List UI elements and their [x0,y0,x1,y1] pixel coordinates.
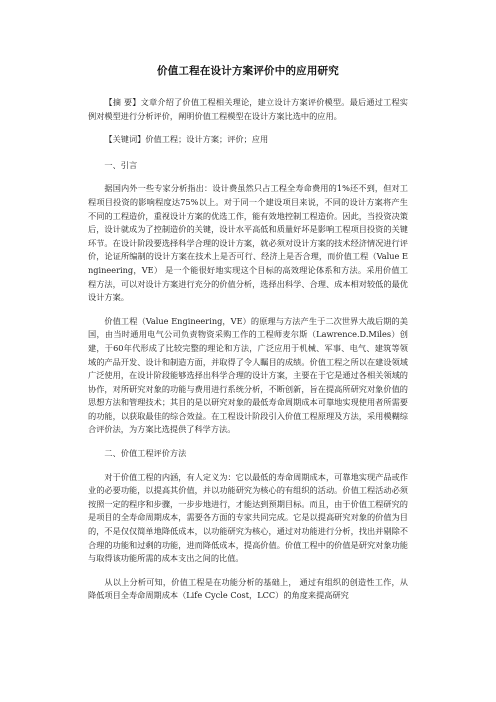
abstract-paragraph: 【摘 要】文章介绍了价值工程相关理论，建立设计方案评价模型。最后通过工程实例对模型进行分析评价，阐明价值工程模型在设计方案比选中的应用。 [88,97,408,121]
keywords-paragraph: 【关键词】价值工程；设计方案；评价；应用 [104,134,269,145]
body-paragraph: 从以上分析可知，价值工程是在功能分析的基础上， 通过有组织的创造性工作，从降低项目全寿命周期成本（Life Cycle Cost，LCC）的角度来提高研究 [88,576,408,601]
body-paragraph: 对于价值工程的内涵，有人定义为：它以最低的寿命周期成本，可靠地实现产品或作业的必要功能，以提高其价值，并以功能研究为核心的有组织的活动。价值工程活动必须按照一定的程序和步骤，一步步地进行，才能达到预期目标。而且，由于价值工程研究的是项目的全寿命周期成本，需要各方面的专家共同完成。它是以提高研究对象的价值为目的，不是仅仅简单地降低成本，以功能研究为核心，通过对功能进行分析，找出并剔除不合理的功能和过剩的功能，进而降低成本，提高价值。价值工程中的价值是研究对象功能与取得该功能所需的成本支出之间的比值。 [88,471,408,564]
section-heading-introduction: 一、引言 [104,159,138,170]
paragraph-spacer [88,566,408,576]
body-paragraph: 据国内外一些专家分析指出：设计费虽然只占工程全寿命费用的1%还不到，但对工程项目投资的影响程度达75%以上。对于同一个建设项目来说，不同的设计方案将产生不同的工程造价，重视设计方案的优选工作，能有效地控制工程造价。因此，当投资决策后，设计就成为了控制造价的关键，设计水平高低和质量好坏是影响工程项目投资的关键环节。在设计阶段要选择科学合理的设计方案，就必须对设计方案的技术经济情况进行评价，论证所编制的设计方案在技术上是否可行、经济上是否合理，而价值工程（Value Engineering，VE） 是一个能很好地实现这个目标的高效理论体系和方法。采用价值工程方法，可以对设计方案进行充分的价值分析，选择出科学、合理、成本相对较低的最优设计方案。 [88,183,408,303]
document-title: 价值工程在设计方案评价中的应用研究 [157,65,339,77]
paragraph-spacer [88,305,408,315]
section-heading-methods: 二、价值工程评价方法 [104,448,187,459]
body-paragraph: 价值工程（Value Engineering，VE）的原理与方法产生于二次世界大战后期的美国，由当时通用电气公司负责物资采购工作的工程师麦尔斯（Lawrence.D.Miles）创建，于60年代形成了比较完整的理论和方法，广泛应用于机械、军事、电气、建筑等领域的产品开发、设计和制造方面，并取得了令人瞩目的成绩。价值工程之所以在建设领域广泛使用，在设计阶段能够选择出科学合理的设计方案，主要在于它是通过各相关领域的协作，对所研究对象的功能与费用进行系统分析，不断创新，旨在提高所研究对象价值的思想方法和管理技术；其目的是以研究对象的最低寿命周期成本可靠地实现使用者所需要的功能，以获取最佳的综合效益。在工程设计阶段引入价值工程原理及方法，采用模糊综合评价法，为方案比选提供了科学方法。 [88,315,408,435]
paragraph-spacer [88,437,408,447]
